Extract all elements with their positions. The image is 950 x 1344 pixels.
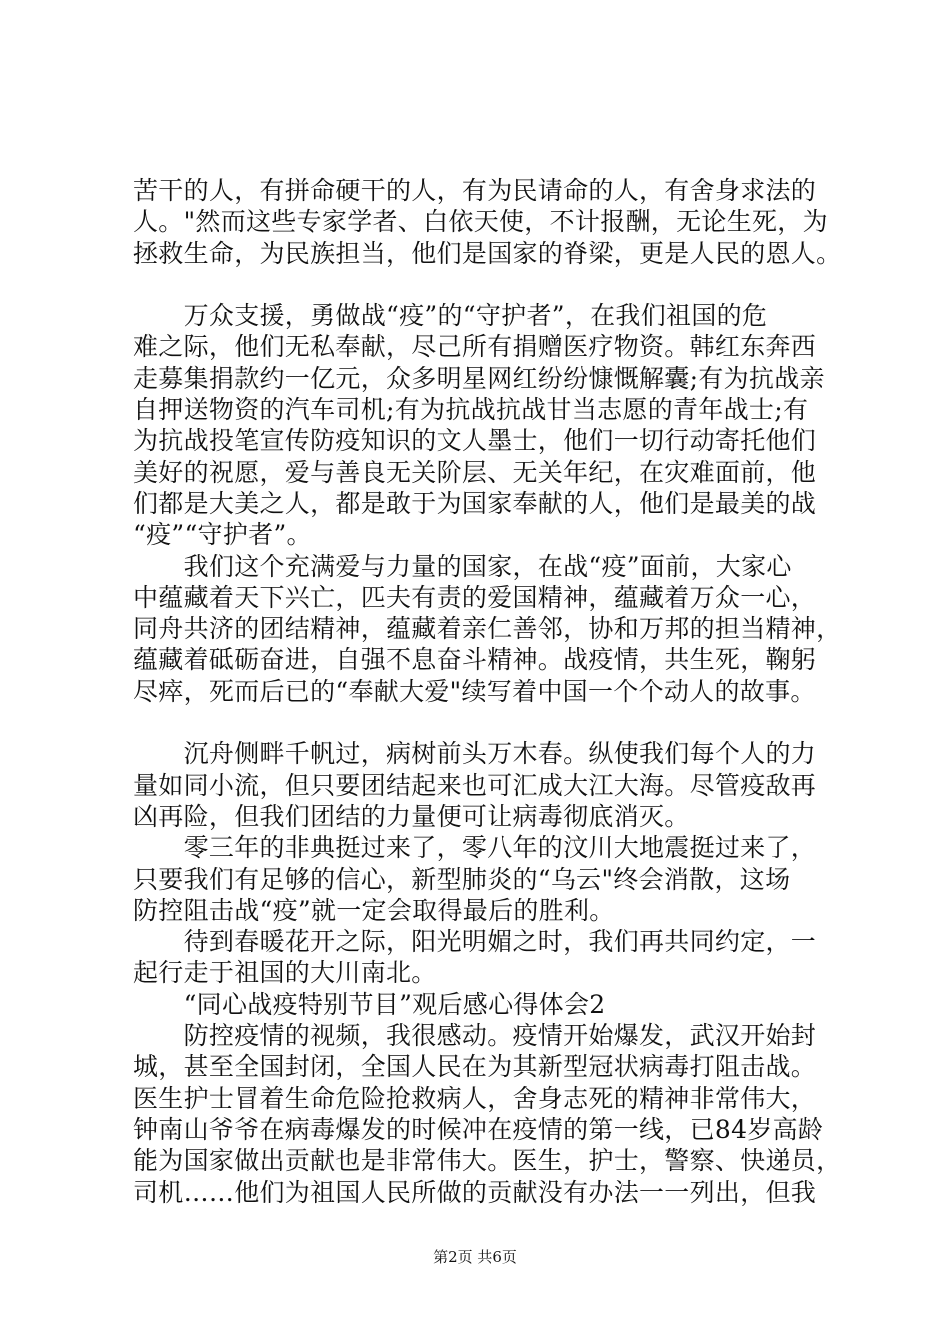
text-line: 万众支援，勇做战“疫”的“守护者”，在我们祖国的危 bbox=[133, 301, 768, 331]
text-line: 司机……他们为祖国人民所做的贡献没有办法一一列出，但我 bbox=[133, 1177, 817, 1207]
text-line: 走募集捐款约一亿元，众多明星网红纷纷慷慨解囊;有为抗战亲 bbox=[133, 363, 825, 393]
text-line: 同舟共济的团结精神，蕴藏着亲仁善邻，协和万邦的担当精神， bbox=[133, 614, 842, 644]
paragraph bbox=[133, 832, 829, 926]
text-line: 防控阻击战“疫”就一定会取得最后的胜利。 bbox=[133, 895, 615, 925]
text-line: 人。"然而这些专家学者、白依天使，不计报酬，无论生死，为 bbox=[133, 207, 828, 237]
paragraph bbox=[133, 989, 829, 1020]
paragraph bbox=[133, 551, 842, 707]
text-line: 沉舟侧畔千帆过，病树前头万木春。纵使我们每个人的力 bbox=[133, 739, 817, 769]
paragraph bbox=[133, 300, 829, 550]
text-line: 们都是大美之人，都是敢于为国家奉献的人，他们是最美的战 bbox=[133, 488, 817, 518]
paragraph bbox=[133, 175, 842, 269]
paragraph-gap bbox=[133, 707, 829, 738]
page-footer: 第2页 共6页 bbox=[433, 1248, 517, 1266]
text-line: 苦干的人，有拼命硬干的人，有为民请命的人，有舍身求法的 bbox=[133, 176, 817, 205]
text-line: 量如同小流，但只要团结起来也可汇成大江大海。尽管疫敌再 bbox=[133, 770, 817, 800]
text-line: 拯救生命，为民族担当，他们是国家的脊梁，更是人民的恩人。 bbox=[133, 238, 842, 268]
text-line: 美好的祝愿，爱与善良无关阶层、无关年纪，在灾难面前，他 bbox=[133, 457, 817, 487]
paragraph bbox=[133, 738, 829, 832]
paragraph bbox=[133, 1020, 842, 1208]
text-line: 为抗战投笔宣传防疫知识的文人墨士，他们一切行动寄托他们 bbox=[133, 426, 817, 456]
text-line: 尽瘁，死而后已的“奉献大爱"续写着中国一个个动人的故事。 bbox=[133, 676, 816, 706]
paragraph bbox=[133, 926, 829, 989]
text-line: 能为国家做出贡献也是非常伟大。医生，护士，警察、快递员， bbox=[133, 1146, 842, 1176]
text-line: 难之际，他们无私奉献，尽己所有捐赠医疗物资。韩红东奔西 bbox=[133, 332, 817, 362]
text-line: “同心战疫特别节目”观后感心得体会2 bbox=[133, 989, 606, 1019]
text-line: 零三年的非典挺过来了，零八年的汶川大地震挺过来了， bbox=[133, 833, 817, 863]
text-line: 钟南山爷爷在病毒爆发的时候冲在疫情的第一线，已84岁高龄 bbox=[133, 1114, 824, 1144]
text-line: 防控疫情的视频，我很感动。疫情开始爆发，武汉开始封 bbox=[133, 1021, 817, 1051]
text-line: 蕴藏着砥砺奋进，自强不息奋斗精神。战疫情，共生死，鞠躬 bbox=[133, 645, 817, 675]
text-line: 只要我们有足够的信心，新型肺炎的“乌云"终会消散，这场 bbox=[133, 864, 791, 894]
text-line: 我们这个充满爱与力量的国家，在战“疫”面前，大家心 bbox=[133, 551, 792, 581]
text-line: 凶再险，但我们团结的力量便可让病毒彻底消灭。 bbox=[133, 801, 690, 831]
text-line: “疫”“守护者”。 bbox=[133, 520, 312, 550]
text-line: 起行走于祖国的大川南北。 bbox=[133, 958, 437, 988]
text-line: 待到春暖花开之际，阳光明媚之时，我们再共同约定，一 bbox=[133, 927, 817, 957]
text-line: 自押送物资的汽车司机;有为抗战抗战甘当志愿的青年战士;有 bbox=[133, 395, 809, 425]
paragraph-gap bbox=[133, 269, 829, 300]
text-line: 医生护士冒着生命危险抢救病人，舍身志死的精神非常伟大， bbox=[133, 1083, 817, 1113]
text-line: 城，甚至全国封闭，全国人民在为其新型冠状病毒打阻击战。 bbox=[133, 1052, 817, 1082]
document-body bbox=[133, 175, 842, 1208]
text-line: 中蕴藏着天下兴亡，匹夫有责的爱国精神，蕴藏着万众一心， bbox=[133, 582, 817, 612]
